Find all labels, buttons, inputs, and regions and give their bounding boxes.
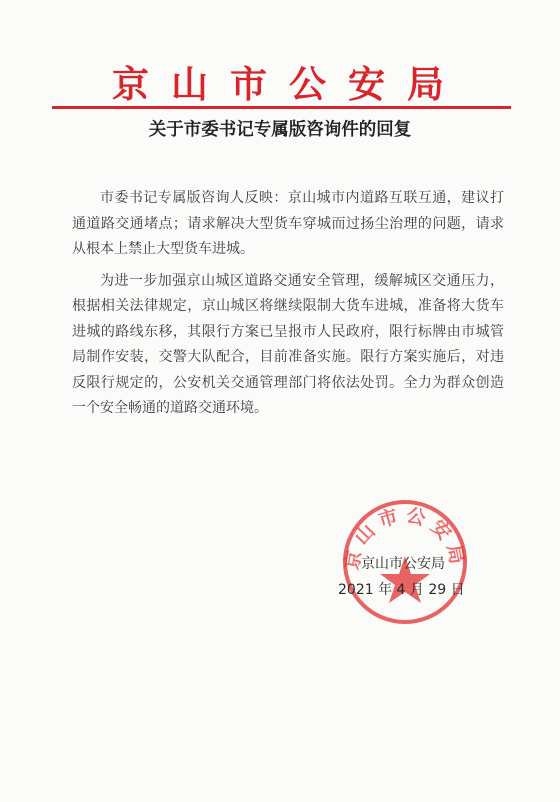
document-body: [72, 186, 504, 422]
signature-block: [338, 552, 468, 602]
body-paragraph-1: 市委书记专属版咨询人反映：京山城市内道路互联互通，建议打通道路交通堵点；请求解决大型货车穿城而过扬尘治理的问题，请求从根本上禁止大型货车进城。: [72, 190, 504, 257]
red-header-rule: [52, 106, 511, 109]
body-paragraph-2: 为进一步加强京山城区道路交通安全管理，缓解城区交通压力，根据相关法律规定，京山城区将继续限制大货车进城，准备将大货车进城的路线东移，其限行方案已呈报市人民政府，限行标牌由市城管局制作安装，交警大队配合，目前准备实施。限行方案实施后，对违反限行规定的，公安机关交通管理部门将依法处罚。全力为群众创造一个安全畅通的道路交通环境。: [72, 272, 504, 416]
signature-org: 京山市公安局: [361, 556, 445, 572]
signature-date: 2021 年 4 月 29 日: [338, 582, 465, 598]
seal-ring-text: 京山市公安局: [341, 503, 469, 572]
document-title: 关于市委书记专属版咨询件的回复: [148, 120, 412, 140]
org-header-title: 京山市公安局: [112, 62, 466, 106]
